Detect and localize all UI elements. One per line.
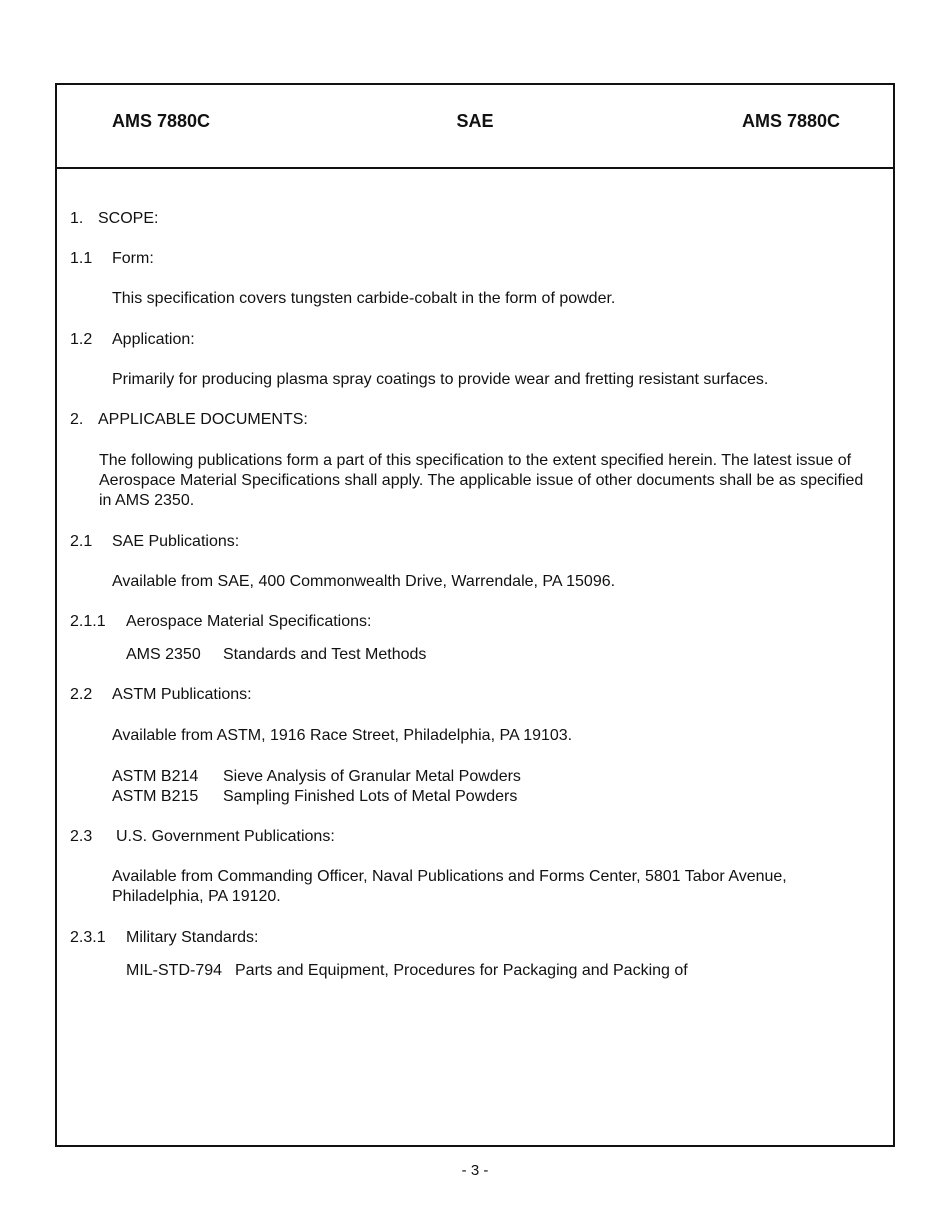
section-1-1-title: Form: bbox=[112, 250, 154, 267]
section-2-3-number: 2.3 bbox=[70, 828, 93, 845]
doc-ref-title: Sieve Analysis of Granular Metal Powders bbox=[223, 768, 521, 785]
header-doc-number-right: AMS 7880C bbox=[741, 111, 840, 131]
section-2-title: APPLICABLE DOCUMENTS: bbox=[98, 411, 308, 428]
doc-ref-id: ASTM B214 bbox=[112, 768, 199, 785]
section-2-1-number: 2.1 bbox=[70, 533, 93, 550]
header-org: SAE bbox=[456, 111, 494, 131]
section-1-1-number: 1.1 bbox=[70, 250, 93, 267]
doc-ref-id: ASTM B215 bbox=[112, 788, 199, 805]
section-1-2-text: Primarily for producing plasma spray coatings to provide wear and fretting resistant surfaces. bbox=[112, 371, 769, 388]
section-2-1-1-number: 2.1.1 bbox=[70, 613, 106, 630]
doc-ref-id: AMS 2350 bbox=[126, 646, 201, 663]
page-header bbox=[57, 85, 893, 169]
section-2-1-title: SAE Publications: bbox=[112, 533, 240, 550]
section-1-2-number: 1.2 bbox=[70, 331, 93, 348]
section-1-title: SCOPE: bbox=[98, 210, 159, 227]
section-2-3-title: U.S. Government Publications: bbox=[116, 828, 335, 845]
page-number: - 3 - bbox=[461, 1162, 489, 1179]
header-doc-number-left: AMS 7880C bbox=[112, 111, 211, 131]
section-2-text: The following publications form a part of this specification to the extent specified herein. The latest issue of Aerospace Material Specifications shall apply. The applicable issue of other documents shall be as specified in AMS 2350. bbox=[99, 452, 864, 509]
doc-ref-title: Standards and Test Methods bbox=[223, 646, 427, 663]
section-2-3-1-title: Military Standards: bbox=[126, 929, 259, 946]
section-1-number: 1. bbox=[70, 210, 84, 227]
section-2-2-text: Available from ASTM, 1916 Race Street, Philadelphia, PA 19103. bbox=[112, 727, 573, 744]
section-1-1-text: This specification covers tungsten carbide-cobalt in the form of powder. bbox=[112, 290, 616, 307]
doc-ref-title: Sampling Finished Lots of Metal Powders bbox=[223, 788, 518, 805]
section-2-1-1-title: Aerospace Material Specifications: bbox=[126, 613, 372, 630]
section-2-2-title: ASTM Publications: bbox=[112, 686, 252, 703]
section-2-3-1-number: 2.3.1 bbox=[70, 929, 106, 946]
doc-ref-id: MIL-STD-794 bbox=[126, 962, 223, 979]
doc-ref-title: Parts and Equipment, Procedures for Packaging and Packing of bbox=[235, 962, 688, 979]
section-2-1-text: Available from SAE, 400 Commonwealth Drive, Warrendale, PA 15096. bbox=[112, 573, 616, 590]
page-frame bbox=[55, 83, 895, 1147]
section-2-2-number: 2.2 bbox=[70, 686, 93, 703]
section-1-2-title: Application: bbox=[112, 331, 195, 348]
section-2-3-text: Available from Commanding Officer, Naval Publications and Forms Center, 5801 Tabor Avenue, Philadelphia, PA 19120. bbox=[112, 868, 787, 905]
section-2-number: 2. bbox=[70, 411, 84, 428]
